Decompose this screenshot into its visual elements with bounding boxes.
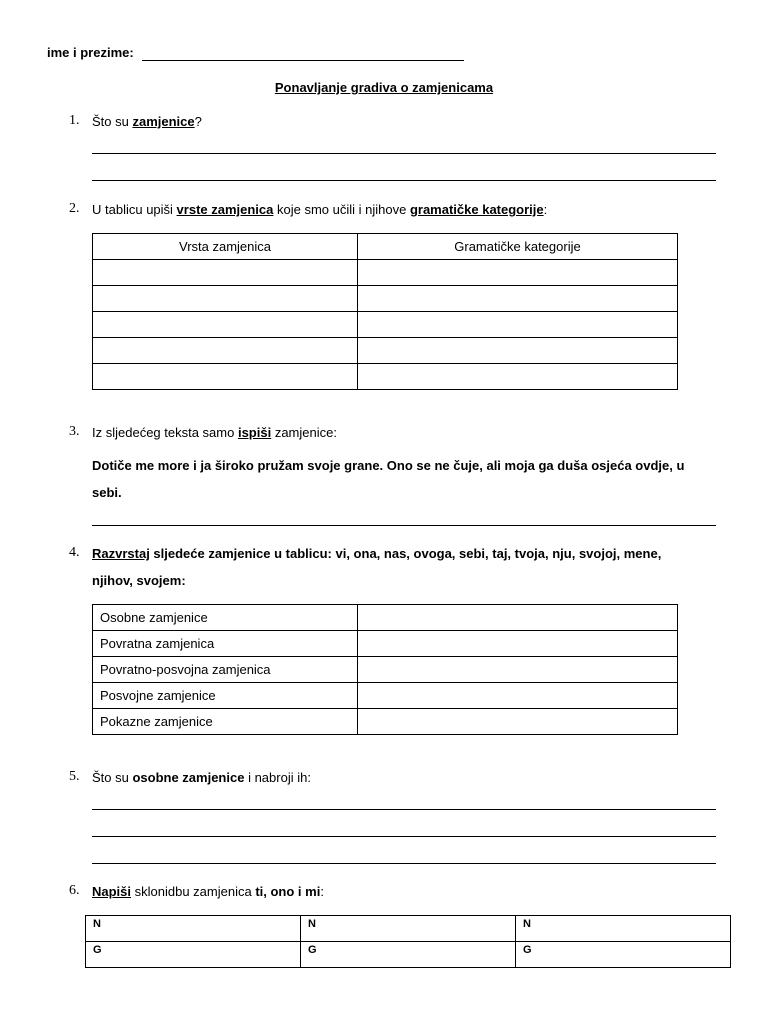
q4-cell[interactable] [358, 631, 678, 657]
q2-text: U tablicu upiši vrste zamjenica koje smo učili i njihove gramatičke kategorije: [92, 202, 548, 217]
q4-cell[interactable] [358, 657, 678, 683]
q1-answer-line[interactable] [92, 180, 716, 181]
q3-number: 3. [69, 424, 80, 439]
q4-row-label: Povratno-posvojna zamjenica [93, 657, 358, 683]
q4-text: Razvrstaj sljedeće zamjenice u tablicu: vi, ona, nas, ovoga, sebi, taj, tvoja, nju, svojoj, mene, [92, 546, 662, 561]
q2-cell[interactable] [93, 286, 358, 312]
q6-cell-g[interactable]: G [301, 942, 516, 968]
q4-row-label: Osobne zamjenice [93, 605, 358, 631]
name-label: ime i prezime: [47, 45, 134, 60]
q2-cell[interactable] [358, 338, 678, 364]
q4-cell[interactable] [358, 709, 678, 735]
q5-answer-line[interactable] [92, 809, 716, 810]
q4-row-label: Povratna zamjenica [93, 631, 358, 657]
q4-text-line2: njihov, svojem: [92, 573, 186, 588]
q5-text: Što su osobne zamjenice i nabroji ih: [92, 770, 311, 785]
q6-cell-n[interactable]: N [301, 916, 516, 942]
q6-cell-n[interactable]: N [86, 916, 301, 942]
q4-number: 4. [69, 545, 80, 560]
q4-cell[interactable] [358, 683, 678, 709]
q6-cell-g[interactable]: G [86, 942, 301, 968]
q2-cell[interactable] [358, 312, 678, 338]
q3-passage-line2: sebi. [92, 485, 122, 500]
q4-cell[interactable] [358, 605, 678, 631]
q5-answer-line[interactable] [92, 863, 716, 864]
q2-cell[interactable] [358, 364, 678, 390]
q4-table [92, 604, 678, 735]
q3-text: Iz sljedećeg teksta samo ispiši zamjenice: [92, 425, 337, 440]
q6-table [85, 915, 731, 968]
q6-cell-g[interactable]: G [516, 942, 731, 968]
q6-number: 6. [69, 883, 80, 898]
q4-row-label: Pokazne zamjenice [93, 709, 358, 735]
q1-answer-line[interactable] [92, 153, 716, 154]
q1-number: 1. [69, 113, 80, 128]
q1-text: Što su zamjenice? [92, 114, 202, 129]
q2-cell[interactable] [358, 286, 678, 312]
q2-table [92, 233, 678, 390]
q2-cell[interactable] [93, 260, 358, 286]
q2-cell[interactable] [93, 338, 358, 364]
q4-row-label: Posvojne zamjenice [93, 683, 358, 709]
q6-text: Napiši sklonidbu zamjenica ti, ono i mi: [92, 884, 324, 899]
page-title: Ponavljanje gradiva o zamjenicama [274, 80, 494, 95]
q5-number: 5. [69, 769, 80, 784]
q2-cell[interactable] [358, 260, 678, 286]
q2-header-vrsta: Vrsta zamjenica [93, 234, 358, 260]
q3-passage-line1: Dotiče me more i ja široko pružam svoje grane. Ono se ne čuje, ali moja ga duša osjeća ovdje, u [92, 458, 685, 473]
q5-answer-line[interactable] [92, 836, 716, 837]
q2-number: 2. [69, 201, 80, 216]
q6-cell-n[interactable]: N [516, 916, 731, 942]
q2-cell[interactable] [93, 364, 358, 390]
q2-header-kategorije: Gramatičke kategorije [358, 234, 678, 260]
q2-cell[interactable] [93, 312, 358, 338]
name-input-line[interactable] [142, 60, 464, 61]
q3-answer-line[interactable] [92, 525, 716, 526]
